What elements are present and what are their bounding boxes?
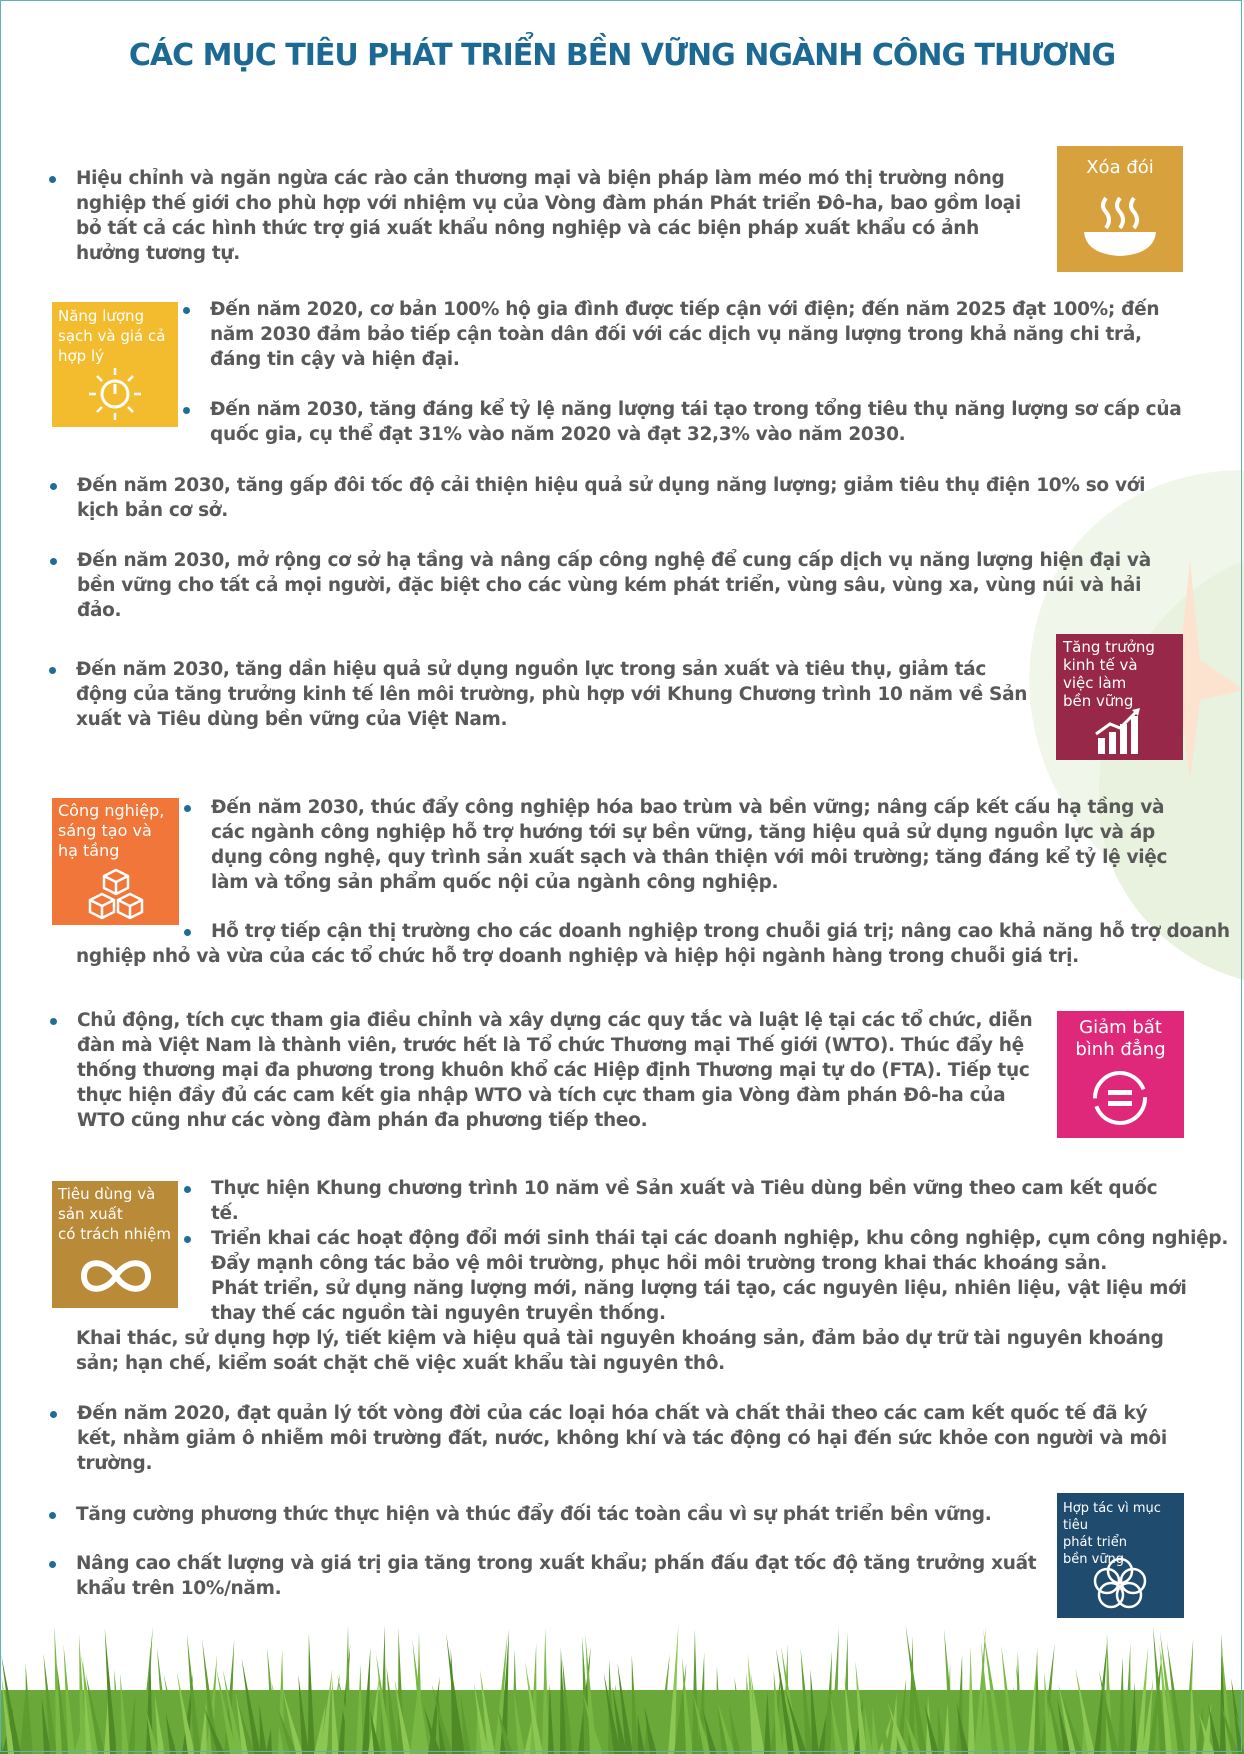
infinity-loop-icon (76, 1253, 156, 1299)
list-item: Đến năm 2030, tăng gấp đôi tốc độ cải thiện hiệu quả sử dụng năng lượng; giảm tiêu thụ điện 10% so với kịch bản cơ sở. (77, 473, 1167, 523)
sdg-badge-decent-work (1056, 634, 1183, 760)
list-item-line: Đẩy mạnh công tác bảo vệ môi trường, phục hồi môi trường trong khai thác khoáng sản. (211, 1253, 1108, 1274)
sdg-badge-clean-energy-label: Năng lượng sạch và giá cả hợp lý (58, 307, 166, 365)
list-item-line: Khai thác, sử dụng hợp lý, tiết kiệm và hiệu quả tài nguyên khoáng sản, đảm bảo dự trữ tài nguyên khoáng sản; hạn chế, kiểm soát chặt chẽ việc xuất khẩu tài nguyên thô. (76, 1328, 1164, 1374)
list-item-continuation: nghiệp nhỏ và vừa của các tổ chức hỗ trợ doanh nghiệp và hiệp hội ngành hàng trong chuỗi giá trị. (76, 946, 1079, 967)
sdg-badge-partnerships (1057, 1493, 1184, 1618)
list-item: Thực hiện Khung chương trình 10 năm về Sản xuất và Tiêu dùng bền vững theo cam kết quốc tế. (211, 1176, 1187, 1226)
list-item: Hiệu chỉnh và ngăn ngừa các rào cản thương mại và biện pháp làm méo mó thị trường nông nghiệp thế giới cho phù hợp với nhiệm vụ của Vòng đàm phán Phát triển Đô-ha, bao gồm loại bỏ tất cả các hình thức trợ giá xuất khẩu nông nghiệp và các biện pháp xuất khẩu có ảnh hưởng tương tự. (76, 166, 1040, 266)
cubes-icon (86, 868, 146, 920)
sdg-badge-no-poverty-label: Xóa đói (1086, 157, 1154, 178)
power-sun-icon (85, 366, 145, 422)
sdg-badge-reduced-inequality (1057, 1011, 1184, 1138)
growth-chart-icon (1094, 708, 1144, 754)
page-title: CÁC MỤC TIÊU PHÁT TRIỂN BỀN VỮNG NGÀNH CÔNG THƯƠNG (128, 38, 1116, 73)
equal-circle-icon (1089, 1067, 1151, 1129)
list-item: Đến năm 2030, mở rộng cơ sở hạ tầng và nâng cấp công nghệ để cung cấp dịch vụ năng lượng hiện đại và bền vững cho tất cả mọi người, đặc biệt cho các vùng kém phát triển, vùng sâu, vùng xa, vùng núi và hải đảo. (77, 548, 1187, 623)
list-item: Đến năm 2030, tăng dần hiệu quả sử dụng nguồn lực trong sản xuất và tiêu thụ, giảm tác động của tăng trưởng kinh tế lên môi trường, phù hợp với Khung Chương trình 10 năm về Sản xuất và Tiêu dùng bền vững của Việt Nam. (76, 657, 1042, 732)
sdg-badge-industry-label: Công nghiệp, sáng tạo và hạ tầng (58, 801, 165, 860)
sdg-badge-responsible-consumption-label: Tiêu dùng và sản xuất có trách nhiệm (58, 1185, 171, 1243)
list-item: Triển khai các hoạt động đổi mới sinh thái tại các doanh nghiệp, khu công nghiệp, cụm công nghiệp. (211, 1228, 1229, 1249)
list-item: Đến năm 2020, cơ bản 100% hộ gia đình được tiếp cận với điện; đến năm 2025 đạt 100%; đến năm 2030 đảm bảo tiếp cận toàn dân đối với các dịch vụ năng lượng trong khả năng chi trả, đáng tin cậy và hiện đại. (210, 297, 1186, 372)
list-item: Nâng cao chất lượng và giá trị gia tăng trong xuất khẩu; phấn đấu đạt tốc độ tăng trưởng xuất khẩu trên 10%/năm. (76, 1551, 1042, 1601)
list-item: Đến năm 2020, đạt quản lý tốt vòng đời của các loại hóa chất và chất thải theo các cam kết quốc tế đã ký kết, nhằm giảm ô nhiễm môi trường đất, nước, không khí và tác động có hại đến sức khỏe con người và môi trường. (77, 1401, 1187, 1476)
flower-rings-icon (1090, 1555, 1150, 1611)
sdg-badge-responsible-consumption (52, 1181, 178, 1308)
sdg-badge-decent-work-label: Tăng trưởng kinh tế và việc làm bền vững (1063, 638, 1155, 710)
list-item: Hỗ trợ tiếp cận thị trường cho các doanh nghiệp trong chuỗi giá trị; nâng cao khả năng hỗ trợ doanh (211, 921, 1230, 942)
sdg-badge-industry (52, 798, 179, 925)
sdg-badge-reduced-inequality-label: Giảm bất bình đẳng (1075, 1017, 1166, 1060)
list-item: Chủ động, tích cực tham gia điều chỉnh và xây dựng các quy tắc và luật lệ tại các tổ chức, diễn đàn mà Việt Nam là thành viên, trước hết là Tổ chức Thương mại Thế giới (WTO). Thúc đẩy hệ thống thương mại đa phương trong khuôn khổ các Hiệp định Thương mại tự do (FTA). Tiếp tục thực hiện đầy đủ các cam kết gia nhập WTO và tích cực tham gia Vòng đàm phán Đô-ha của WTO cũng như các vòng đàm phán đa phương tiếp theo. (77, 1008, 1043, 1133)
list-item: Đến năm 2030, tăng đáng kể tỷ lệ năng lượng tái tạo trong tổng tiêu thụ năng lượng sơ cấp của quốc gia, cụ thể đạt 31% vào năm 2020 và đạt 32,3% vào năm 2030. (210, 397, 1186, 447)
sdg-badge-partnerships-label: Hợp tác vì mục tiêu phát triển bền vững (1063, 1501, 1161, 1567)
bowl-icon (1080, 194, 1160, 260)
list-item: Tăng cường phương thức thực hiện và thúc đẩy đối tác toàn cầu vì sự phát triển bền vững. (76, 1502, 1042, 1527)
list-item-line: Phát triển, sử dụng năng lượng mới, năng lượng tái tạo, các nguyên liệu, nhiên liệu, vật liệu mới thay thế các nguồn tài nguyên truyền thống. (211, 1278, 1187, 1324)
list-item: Đến năm 2030, thúc đẩy công nghiệp hóa bao trùm và bền vững; nâng cấp kết cấu hạ tầng và các ngành công nghiệp hỗ trợ hướng tới sự bền vững, tăng hiệu quả sử dụng nguồn lực và áp dụng công nghệ, quy trình sản xuất sạch và thân thiện với môi trường; tăng đáng kể tỷ lệ việc làm và tổng sản phẩm quốc nội của ngành công nghiệp. (211, 795, 1187, 895)
sdg-badge-no-poverty (1057, 146, 1183, 272)
sdg-badge-clean-energy (52, 302, 178, 427)
